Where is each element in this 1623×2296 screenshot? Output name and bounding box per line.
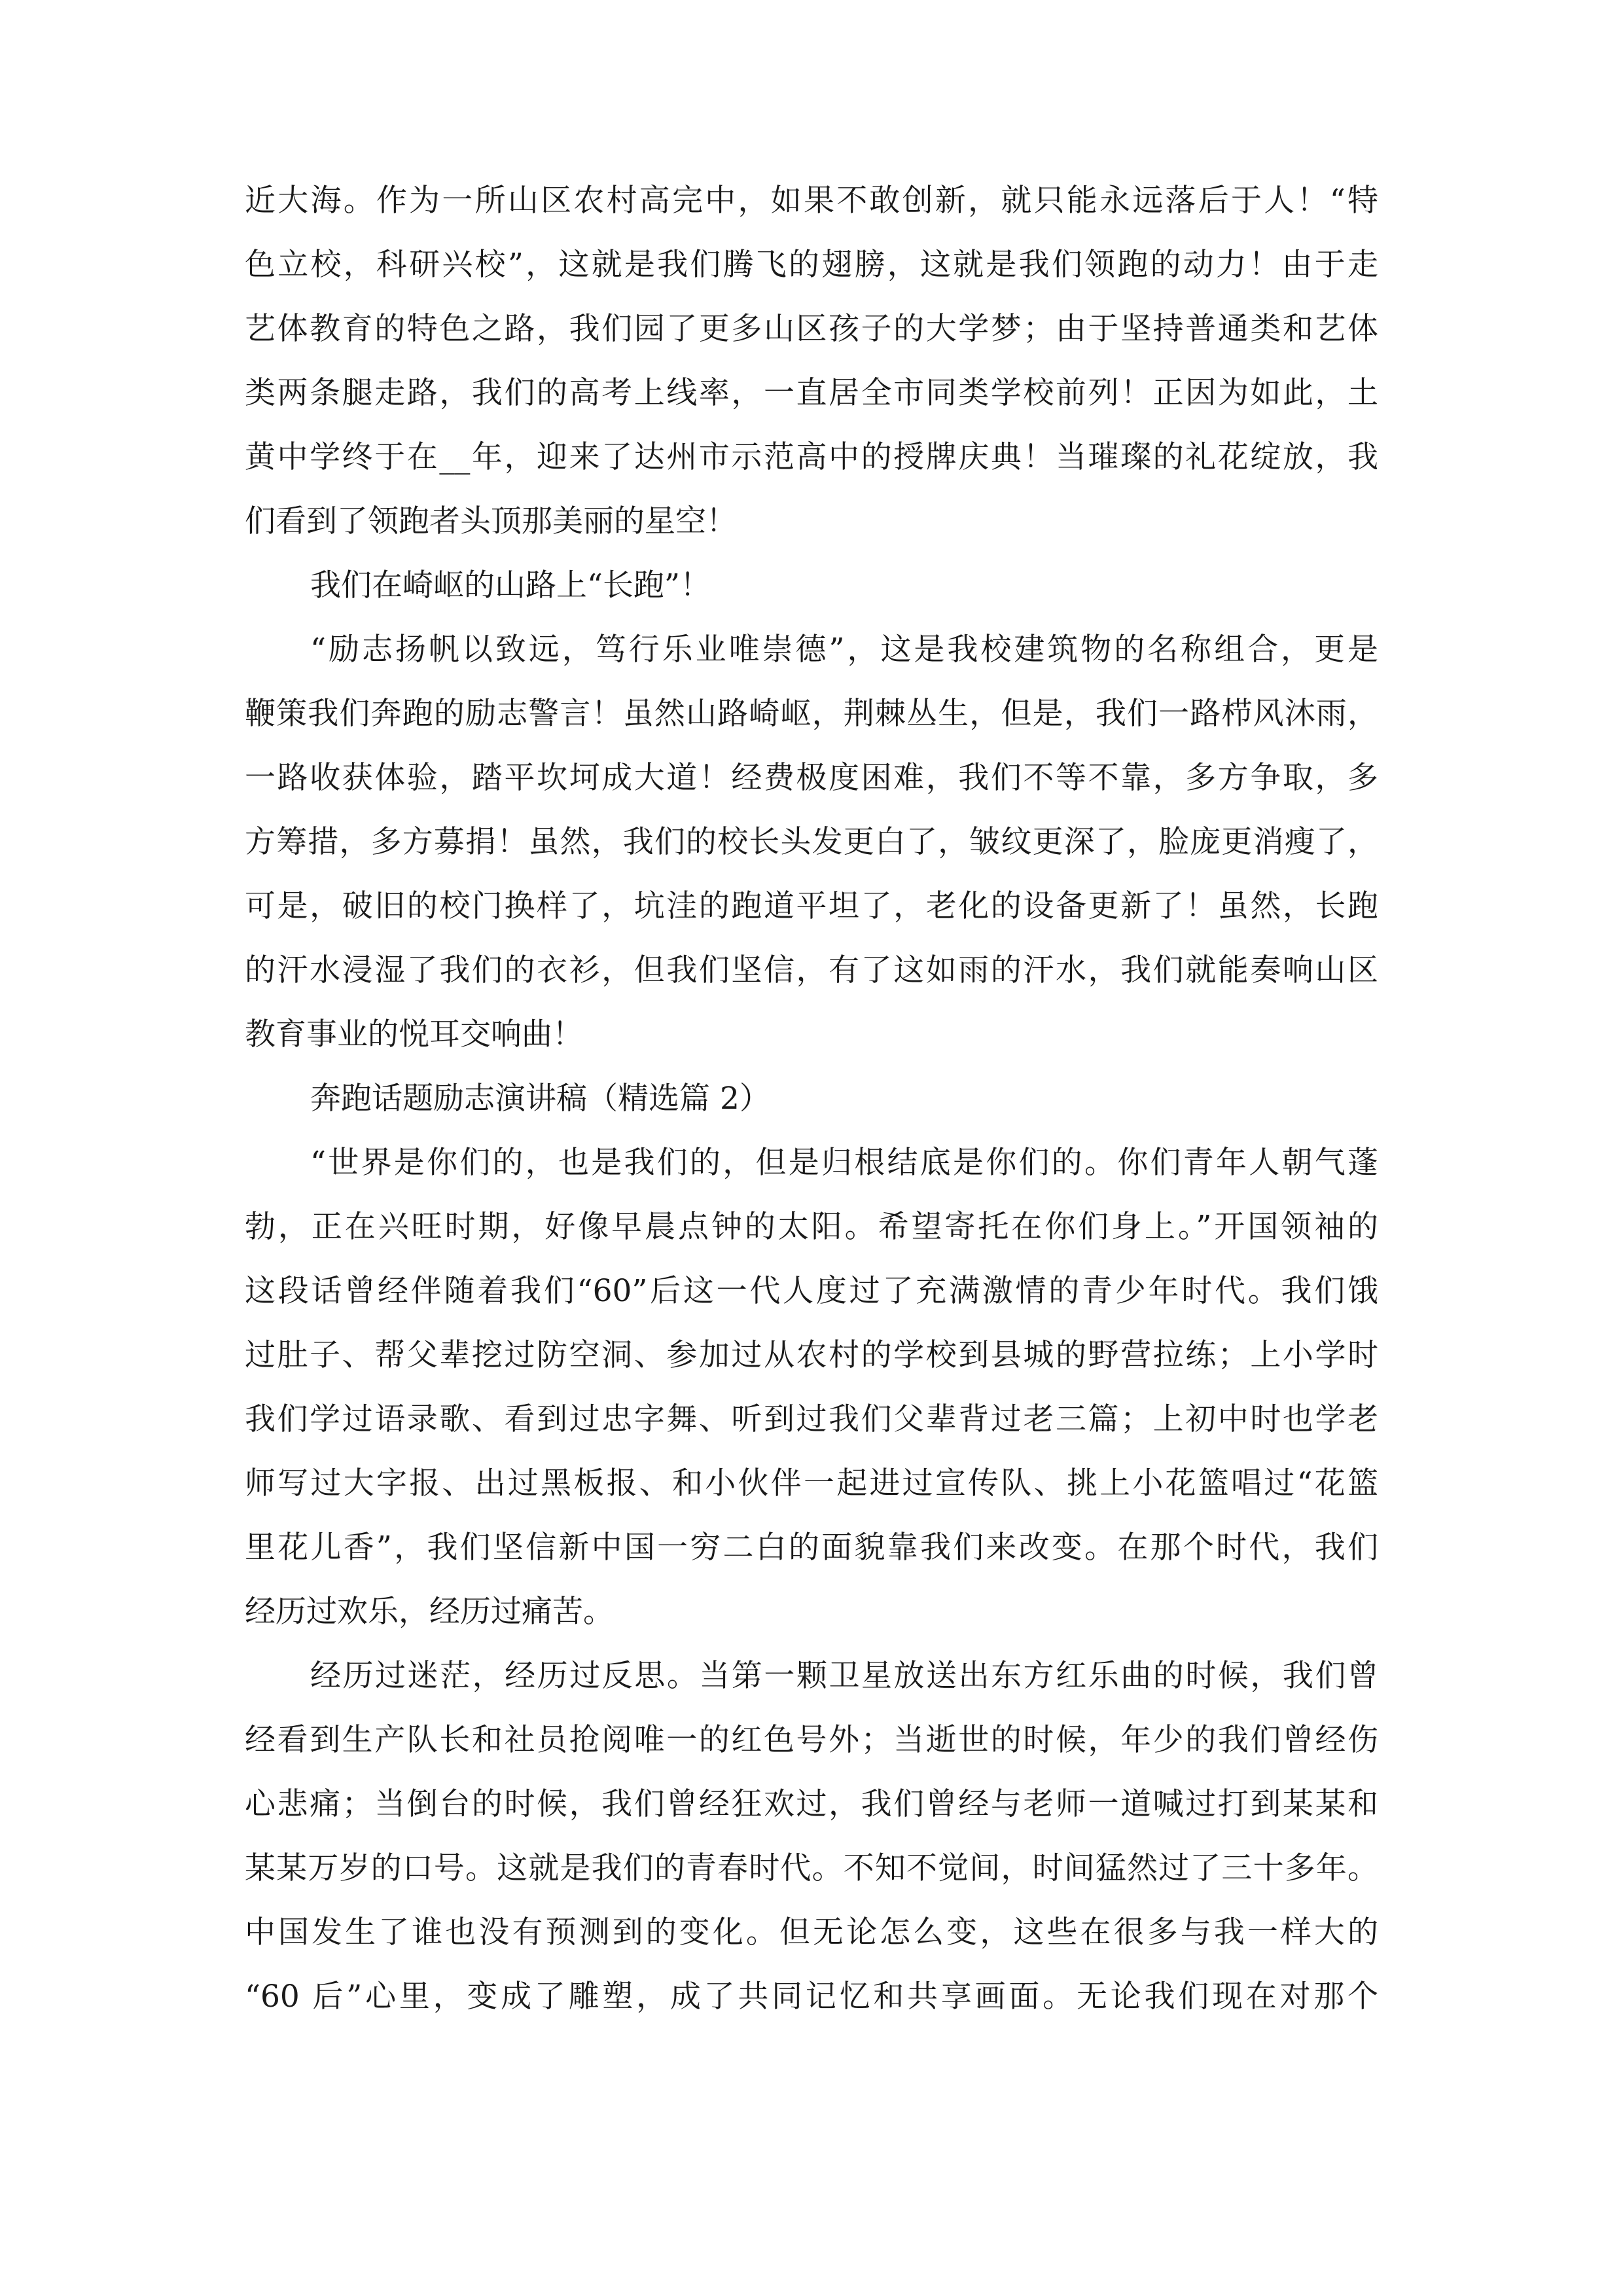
- text-line: 的汗水浸湿了我们的衣衫，但我们坚信，有了这如雨的汗水，我们就能奏响山区: [245, 952, 1378, 988]
- text-line: 经看到生产队长和社员抢阅唯一的红色号外；当逝世的时候，年少的我们曾经伤: [245, 1722, 1378, 1758]
- text-line: “60 后”心里，变成了雕塑，成了共同记忆和共享画面。无论我们现在对那个: [245, 1979, 1378, 2015]
- text-line: 过肚子、帮父辈挖过防空洞、参加过从农村的学校到县城的野营拉练；上小学时: [245, 1337, 1378, 1373]
- text-line: “励志扬帆以致远，笃行乐业唯崇德”，这是我校建筑物的名称组合，更是: [310, 632, 1378, 668]
- text-line: 里花儿香”，我们坚信新中国一穷二白的面貌靠我们来改变。在那个时代，我们: [245, 1530, 1378, 1566]
- text-line: 方筹措，多方募捐！虽然，我们的校长头发更白了，皱纹更深了，脸庞更消瘦了，: [245, 824, 1378, 860]
- text-line: 类两条腿走路，我们的高考上线率，一直居全市同类学校前列！正因为如此，土: [245, 375, 1378, 411]
- text-line: 中国发生了谁也没有预测到的变化。但无论怎么变，这些在很多与我一样大的: [245, 1914, 1378, 1950]
- text-line: 色立校，科研兴校”，这就是我们腾飞的翅膀，这就是我们领跑的动力！由于走: [245, 247, 1378, 283]
- text-line: 某某万岁的口号。这就是我们的青春时代。不知不觉间，时间猛然过了三十多年。: [245, 1850, 1378, 1886]
- text-line: 近大海。作为一所山区农村高完中，如果不敢创新，就只能永远落后于人！“特: [245, 183, 1378, 219]
- text-line: 奔跑话题励志演讲稿（精选篇 2）: [310, 1081, 770, 1117]
- text-line: 我们学过语录歌、看到过忠字舞、听到过我们父辈背过老三篇；上初中时也学老: [245, 1401, 1378, 1437]
- text-line: 艺体教育的特色之路，我们园了更多山区孩子的大学梦；由于坚持普通类和艺体: [245, 311, 1378, 347]
- text-line: 勃，正在兴旺时期，好像早晨点钟的太阳。希望寄托在你们身上。”开国领袖的: [245, 1209, 1378, 1245]
- text-line: 们看到了领跑者头顶那美丽的星空！: [245, 503, 737, 539]
- text-line: 经历过迷茫，经历过反思。当第一颗卫星放送出东方红乐曲的时候，我们曾: [310, 1658, 1378, 1694]
- text-line: 我们在崎岖的山路上“长跑”！: [310, 567, 711, 603]
- text-line: 一路收获体验，踏平坎坷成大道！经费极度困难，我们不等不靠，多方争取，多: [245, 760, 1378, 796]
- text-line: “世界是你们的，也是我们的，但是归根结底是你们的。你们青年人朝气蓬: [310, 1145, 1378, 1181]
- text-line: 经历过欢乐，经历过痛苦。: [245, 1594, 614, 1630]
- text-line: 黄中学终于在__年，迎来了达州市示范高中的授牌庆典！当璀璨的礼花绽放，我: [245, 439, 1378, 475]
- document-body: [245, 169, 1378, 2029]
- text-line: 鞭策我们奔跑的励志警言！虽然山路崎岖，荆棘丛生，但是，我们一路栉风沐雨，: [245, 696, 1378, 732]
- text-line: 心悲痛；当倒台的时候，我们曾经狂欢过，我们曾经与老师一道喊过打到某某和: [245, 1786, 1378, 1822]
- text-line: 师写过大字报、出过黑板报、和小伙伴一起进过宣传队、挑上小花篮唱过“花篮: [245, 1465, 1378, 1501]
- text-line: 可是，破旧的校门换样了，坑洼的跑道平坦了，老化的设备更新了！虽然，长跑: [245, 888, 1378, 924]
- text-line: 教育事业的悦耳交响曲！: [245, 1016, 583, 1052]
- text-line: 这段话曾经伴随着我们“60”后这一代人度过了充满激情的青少年时代。我们饿: [245, 1273, 1378, 1309]
